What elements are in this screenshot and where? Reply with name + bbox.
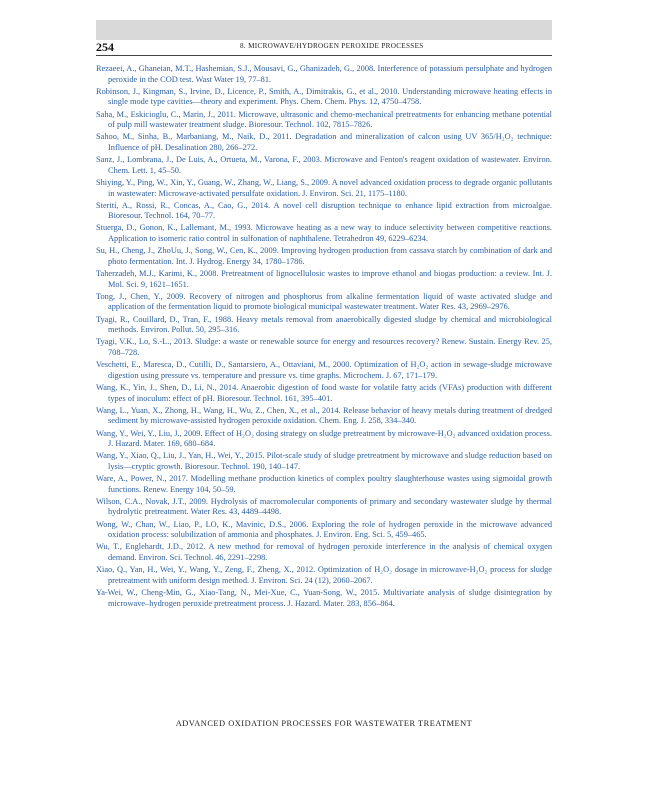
reference-item: Wang, K., Yin, J., Shen, D., Li, N., 2014. Anaerobic digestion of food waste for volatile fatty acids (VFAs) production with different types of inoculum: effect of pH. Bioresour. Technol. 161, 395–401.: [96, 382, 552, 403]
running-head: 8. MICROWAVE/HYDROGEN PEROXIDE PROCESSES: [240, 42, 424, 50]
reference-item: Wang, Y., Wei, Y., Liu, J., 2009. Effect of H₂O₂ dosing strategy on sludge pretreatment by microwave-H₂O₂ advanced oxidation process. J. Hazard. Mater. 169, 680–684.: [96, 428, 552, 449]
reference-item: Su, H., Cheng, J., ZhoUu, J., Song, W., Cen, K., 2009. Improving hydrogen production from cassava starch by combination of dark and photo fermentation. Int. J. Hydrog. Energy 34, 1780–1786.: [96, 246, 552, 266]
reference-item: Steriti, A., Rossi, R., Concas, A., Cao, G., 2014. A novel cell disruption technique to enhance lipid extraction from microalgae. Bioresour. Technol. 164, 70–77.: [96, 200, 552, 221]
reference-item: Veschetti, E., Maresca, D., Cutilli, D., Santarsiero, A., Ottaviani, M., 2000. Optimization of H₂O₂ action in sewage-sludge microwave digestion using pressure vs. temperature and pressure vs. time graphs. Microchem. J. 67, 171–179.: [96, 360, 552, 380]
reference-item: Tong, J., Chen, Y., 2009. Recovery of nitrogen and phosphorus from alkaline fermentation liquid of waste activated sludge and application of the fermentation liquid to promote biological municipal wastewater treatment. Water Res. 43, 2969–2976.: [96, 291, 552, 312]
header-rule: [96, 55, 552, 56]
reference-item: Wu, T., Englehardt, J.D., 2012. A new method for removal of hydrogen peroxide interference in the analysis of chemical oxygen demand. Environ. Sci. Technol. 46, 2291–2298.: [96, 542, 552, 562]
reference-item: Stuerga, D., Gonon, K., Lallemant, M., 1993. Microwave heating as a new way to induce selectivity between competitive reactions. Application to isomeric ratio control in sulfonation of naphthalene. Tetrahedron 49, 6229–6234.: [96, 223, 552, 244]
reference-item: Robinson, J., Kingman, S., Irvine, D., Licence, P., Smith, A., Dimitrakis, G., et al., 2010. Understanding microwave heating effects in single mode type cavities—theory and experiment. Phys. Chem. Chem. Phys. 12, 4750–4758.: [96, 86, 552, 107]
reference-item: Wilson, C.A., Novak, J.T., 2009. Hydrolysis of macromolecular components of primary and secondary wastewater sludge by thermal hydrolytic pretreatment. Water Res. 43, 4489–4498.: [96, 496, 552, 517]
reference-item: Xiao, Q., Yan, H., Wei, Y., Wang, Y., Zeng, F., Zheng, X., 2012. Optimization of H₂O₂ dosage in microwave-H₂O₂ process for sludge pretreatment with uniform design method. J. Environ. Sci. 24 (12), 2060–2067.: [96, 565, 552, 585]
reference-item: Shiying, Y., Ping, W., Xin, Y., Guang, W., Zhang, W., Liang, S., 2009. A novel advanced oxidation process to degrade organic pollutants in wastewater: Microwave-activated persulfate oxidation. J. Environ. Sci. 21, 1175–1180.: [96, 177, 552, 198]
reference-item: Wang, L., Yuan, X., Zhong, H., Wang, H., Wu, Z., Chen, X., et al., 2014. Release behavior of heavy metals during treatment of dredged sediment by microwave-assisted hydrogen peroxide oxidation. Chem. Eng. J. 258, 334–340.: [96, 405, 552, 426]
page-number: 254: [96, 40, 114, 54]
header-band: [96, 20, 552, 40]
reference-item: Ya-Wei, W., Cheng-Min, G., Xiao-Tang, N., Mei-Xue, C., Yuan-Song, W., 2015. Multivariate analysis of sludge disintegration by microwave–hydrogen peroxide pretreatment process. J. Hazard. Mater. 283, 856–864.: [96, 587, 552, 608]
reference-item: Tyagi, R., Couillard, D., Tran, F., 1988. Heavy metals removal from anaerobically digested sludge by chemical and microbiological methods. Environ. Pollut. 50, 295–316.: [96, 314, 552, 335]
running-foot: ADVANCED OXIDATION PROCESSES FOR WASTEWATER TREATMENT: [175, 719, 473, 728]
reference-list: [96, 64, 552, 611]
reference-item: Tyagi, V.K., Lo, S.-L., 2013. Sludge: a waste or renewable source for energy and resources recovery? Renew. Sustain. Energy Rev. 25, 708–728.: [96, 337, 552, 357]
reference-item: Ware, A., Power, N., 2017. Modelling methane production kinetics of complex poultry slaughterhouse wastes using sigmoidal growth functions. Renew. Energy 104, 50–59.: [96, 474, 552, 494]
reference-item: Wang, Y., Xiao, Q., Liu, J., Yan, H., Wei, Y., 2015. Pilot-scale study of sludge pretreatment by microwave and sludge reduction based on lysis—cryptic growth. Bioresour. Technol. 190, 140–147.: [96, 451, 552, 471]
reference-item: Sanz, J., Lombrana, J., De Luis, A., Ortueta, M., Varona, F., 2003. Microwave and Fenton's reagent oxidation of wastewater. Environ. Chem. Lett. 1, 45–50.: [96, 155, 552, 175]
reference-item: Saha, M., Eskicioglu, C., Marin, J., 2011. Microwave, ultrasonic and chemo-mechanical pretreatments for enhancing methane potential of pulp mill wastewater treatment sludge. Bioresour. Technol. 102, 7815–7826.: [96, 109, 552, 130]
reference-item: Sahoo, M., Sinha, B., Marbaniang, M., Naik, D., 2011. Degradation and mineralization of calcon using UV 365/H₂O₂ technique: Influence of pH. Desalination 280, 266–272.: [96, 132, 552, 152]
reference-item: Rezaeei, A., Ghaneian, M.T., Hashemian, S.J., Mousavi, G., Ghanizadeh, G., 2008. Interference of potassium persulphate and hydrogen peroxide in the COD test. Wast Water 19, 77–81.: [96, 64, 552, 84]
reference-item: Taherzadeh, M.J., Karimi, K., 2008. Pretreatment of lignocellulosic wastes to improve ethanol and biogas production: a review. Int. J. Mol. Sci. 9, 1621–1651.: [96, 269, 552, 289]
reference-item: Wong, W., Chan, W., Liao, P., LO, K., Mavinic, D.S., 2006. Exploring the role of hydrogen peroxide in the microwave advanced oxidation process: solubilization of ammonia and phosphates. J. Environ. Eng. Sci. 5, 459–465.: [96, 519, 552, 540]
